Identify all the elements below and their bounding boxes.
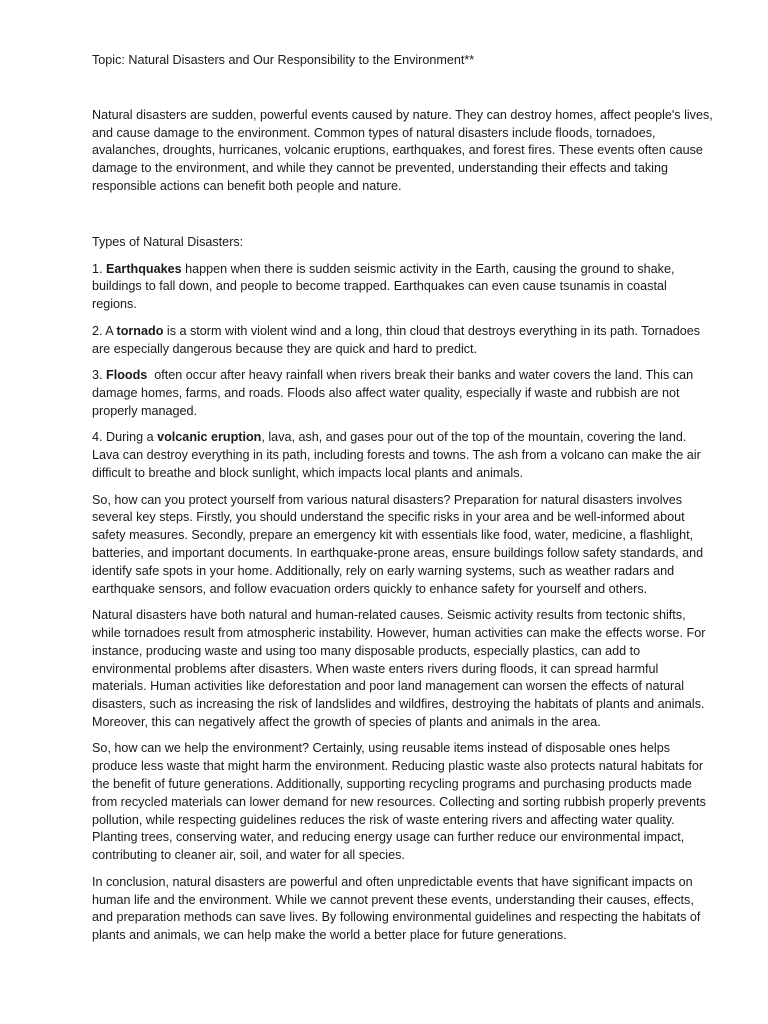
document-title: Topic: Natural Disasters and Our Responsibility to the Environment** — [92, 53, 475, 67]
list-number: 2. A — [92, 323, 117, 338]
disaster-term: Floods — [106, 368, 148, 383]
list-number: 4. During a — [92, 430, 158, 445]
body-paragraph-help-environment: So, how can we help the environment? Certainly, using reusable items instead of disposable ones helps produce less waste that might harm the environment. Reducing plastic waste also protects natural habitats for the benefit of future generations. Additionally, supporting recycling programs and purchasing products made from recycled materials can lower demand for new resources. Collecting and sorting rubbish properly prevents pollution, while respecting guidelines reduces the risk of waste entering rivers and affecting water quality. Planting trees, conserving water, and reducing energy usage can further reduce our environmental impact, contributing to cleaner air, soil, and water for all species. — [92, 741, 706, 863]
body-paragraph-protection: So, how can you protect yourself from various natural disasters? Preparation for natural disasters involves several key steps. Firstly, you should understand the specific risks in your area and be well-informed about safety measures. Secondly, prepare an emergency kit with essentials like food, water, medicine, a flashlight, batteries, and important documents. In earthquake-prone areas, ensure buildings follow safety standards, and identify safe spots in your home. Additionally, rely on early warning systems, such as weather radars and earthquake sensors, and follow evacuation orders quickly to enhance safety for yourself and others. — [92, 492, 704, 596]
disaster-term: tornado — [116, 323, 164, 338]
disaster-description: often occur after heavy rainfall when rivers break their banks and water covers the land. This can damage homes, farms, and roads. Floods also affect water quality, especially if waste and rubbish are not properly managed. — [92, 368, 697, 418]
document-page — [92, 52, 714, 954]
list-number: 3. — [92, 368, 107, 383]
disaster-description: , lava, ash, and gases pour out of the top of the mountain, covering the land. Lava can destroy everything in its path, including forests and towns. The ash from a volcano can make the air difficult to breathe and block sunlight, which impacts local plants and animals. — [92, 430, 701, 480]
disaster-type-volcanic-eruption — [92, 429, 714, 482]
disaster-type-earthquakes — [92, 261, 714, 314]
disaster-term: Earthquakes — [106, 261, 182, 276]
list-number: 1. — [92, 261, 107, 276]
body-paragraph-causes: Natural disasters have both natural and human-related causes. Seismic activity results from tectonic shifts, while tornadoes result from atmospheric instability. However, human activities can make the effects worse. For instance, producing waste and using too many disposable products, especially plastics, can add to environmental problems after disasters. When waste enters rivers during floods, it can spread harmful materials. Human activities like deforestation and poor land management can worsen the effects of natural disasters, such as increasing the risk of landslides and wildfires, destroying the habitats of plants and animals. Moreover, this can negatively affect the growth of species of plants and animals in the area. — [92, 608, 706, 729]
disaster-description: happen when there is sudden seismic activity in the Earth, causing the ground to shake, buildings to fall down, and people to become trapped. Earthquakes can even cause tsunamis in coastal regions. — [92, 261, 675, 312]
disaster-type-tornado — [92, 323, 714, 359]
disaster-type-floods — [92, 367, 714, 420]
disaster-description: is a storm with violent wind and a long, thin cloud that destroys everything in its path. Tornadoes are especially dangerous because they are quick and hard to predict. — [92, 323, 701, 356]
types-heading: Types of Natural Disasters: — [92, 234, 244, 249]
intro-paragraph: Natural disasters are sudden, powerful events caused by nature. They can destroy homes, affect people's lives, and cause damage to the environment. Common types of natural disasters include floods, tornadoes, avalanches, droughts, hurricanes, volcanic eruptions, earthquakes, and forest fires. These events often cause damage to the environment, and while they cannot be prevented, understanding their effects and taking responsible actions can benefit both people and nature. — [92, 107, 713, 193]
body-paragraph-conclusion: In conclusion, natural disasters are powerful and often unpredictable events that have significant impacts on human life and the environment. While we cannot prevent these events, understanding their causes, effects, and preparation methods can save lives. By following environmental guidelines and respecting the habitats of plants and animals, we can help make the world a better place for future generations. — [92, 874, 701, 943]
disaster-term: volcanic eruption — [157, 430, 262, 445]
